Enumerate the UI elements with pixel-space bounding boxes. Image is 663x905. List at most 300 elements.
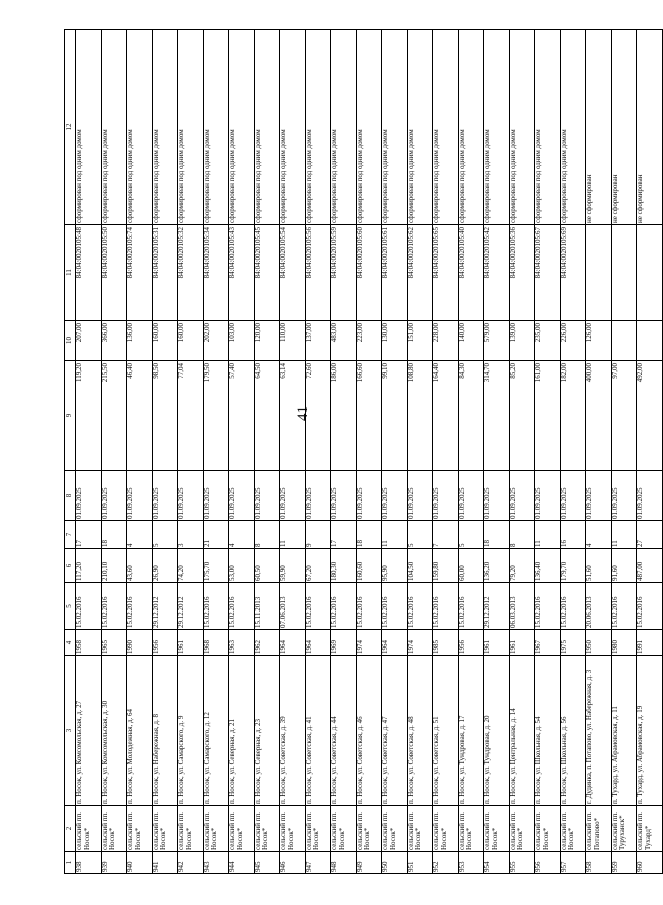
table-cell: сельский пп. Носок* bbox=[407, 806, 433, 852]
column-header: 12 bbox=[65, 30, 76, 225]
table-cell: 29.12.2012 bbox=[152, 583, 178, 630]
table-cell: 95,90 bbox=[382, 549, 408, 583]
table-cell: 01.09.2025 bbox=[560, 471, 586, 521]
table-cell: 15.11.2013 bbox=[254, 583, 280, 630]
table-cell: 85,20 bbox=[509, 361, 535, 471]
table-cell: сформирован под одним домом bbox=[407, 30, 433, 225]
table-cell: сельский пп. Потапово* bbox=[586, 806, 612, 852]
table-cell: п. Носок, ул. Северная, д. 23 bbox=[254, 656, 280, 806]
table-cell: 941 bbox=[152, 852, 178, 874]
table-cell: 1965 bbox=[101, 630, 127, 656]
table-cell: п. Носок, ул. Школьная, д. 54 bbox=[535, 656, 561, 806]
table-cell: 140,00 bbox=[458, 321, 484, 361]
table-row bbox=[280, 30, 306, 874]
table-cell: сельский пп. Носок* bbox=[458, 806, 484, 852]
table-cell: сельский пп. Носок* bbox=[229, 806, 255, 852]
table-cell: 43,60 bbox=[127, 549, 153, 583]
table-cell: 01.09.2025 bbox=[76, 471, 102, 521]
table-cell: 91,60 bbox=[611, 549, 637, 583]
table-cell: г. Дудинка, п. Потапово, ул. Набережная, д. 3 bbox=[586, 656, 612, 806]
table-cell: 84:04:0020105:62 bbox=[407, 225, 433, 321]
table-cell: 1963 bbox=[229, 630, 255, 656]
table-cell: не сформирован bbox=[637, 30, 663, 225]
table-cell: 130,00 bbox=[382, 321, 408, 361]
table-cell: 01.09.2025 bbox=[127, 471, 153, 521]
table-cell: 8 bbox=[254, 521, 280, 549]
table-cell: 136,20 bbox=[484, 549, 510, 583]
table-cell: 223,00 bbox=[356, 321, 382, 361]
table-cell: 15.02.2016 bbox=[382, 583, 408, 630]
table-cell: 953 bbox=[458, 852, 484, 874]
table-cell: 210,10 bbox=[101, 549, 127, 583]
table-cell: 314,70 bbox=[484, 361, 510, 471]
table-cell: 60,50 bbox=[254, 549, 280, 583]
table-cell: п. Носок, ул. Самарского, д. 9 bbox=[178, 656, 204, 806]
table-cell: 15.02.2016 bbox=[229, 583, 255, 630]
table-cell: 15.02.2016 bbox=[203, 583, 229, 630]
table-cell: 104,50 bbox=[407, 549, 433, 583]
table-cell: 15.02.2016 bbox=[560, 583, 586, 630]
table-cell: 179,70 bbox=[560, 549, 586, 583]
table-cell: 944 bbox=[229, 852, 255, 874]
table-cell: 27 bbox=[637, 521, 663, 549]
housing-table bbox=[64, 29, 663, 874]
table-cell: 84:04:0020105:36 bbox=[509, 225, 535, 321]
table-cell: сельский пп. Носок* bbox=[254, 806, 280, 852]
table-cell: п. Носок, ул. Комсомольская, д. 27 bbox=[76, 656, 102, 806]
table-cell: 1974 bbox=[356, 630, 382, 656]
table-cell: 151,00 bbox=[407, 321, 433, 361]
table-cell: 1961 bbox=[484, 630, 510, 656]
table-cell: 136,40 bbox=[535, 549, 561, 583]
table-cell: 5 bbox=[458, 521, 484, 549]
table-cell: 99,10 bbox=[382, 361, 408, 471]
table-cell: 943 bbox=[203, 852, 229, 874]
table-row bbox=[458, 30, 484, 874]
table-cell: сельский пп. Носок* bbox=[76, 806, 102, 852]
table-cell: сельский пп. Туруханск* bbox=[611, 806, 637, 852]
table-cell: 51,60 bbox=[586, 549, 612, 583]
table-row bbox=[637, 30, 663, 874]
column-header: 1 bbox=[65, 852, 76, 874]
table-cell: 01.09.2025 bbox=[152, 471, 178, 521]
table-cell: 72,60 bbox=[305, 361, 331, 471]
table-cell: 957 bbox=[560, 852, 586, 874]
table-cell: сельский пп. Носок* bbox=[331, 806, 357, 852]
table-cell: 17 bbox=[331, 521, 357, 549]
table-cell: 15.02.2016 bbox=[76, 583, 102, 630]
table-cell: 946 bbox=[280, 852, 306, 874]
column-header: 2 bbox=[65, 806, 76, 852]
table-cell: 84:04:0020105:48 bbox=[76, 225, 102, 321]
table-cell: 11 bbox=[535, 521, 561, 549]
table-cell: сформирован под одним домом bbox=[509, 30, 535, 225]
table-cell: 136,00 bbox=[127, 321, 153, 361]
table-row bbox=[305, 30, 331, 874]
table-cell: 01.09.2025 bbox=[637, 471, 663, 521]
table-row bbox=[331, 30, 357, 874]
table-row bbox=[560, 30, 586, 874]
table-cell: сформирован под одним домом bbox=[203, 30, 229, 225]
table-cell: 1964 bbox=[382, 630, 408, 656]
table-cell: сформирован под одним домом bbox=[535, 30, 561, 225]
table-cell: 79,20 bbox=[509, 549, 535, 583]
table-cell: 74,20 bbox=[178, 549, 204, 583]
table-cell: 67,20 bbox=[305, 549, 331, 583]
table-cell: 955 bbox=[509, 852, 535, 874]
table-cell: 01.09.2025 bbox=[203, 471, 229, 521]
table-cell: 175,70 bbox=[203, 549, 229, 583]
table-cell: сформирован под одним домом bbox=[254, 30, 280, 225]
table-cell bbox=[611, 321, 637, 361]
table-cell: 11 bbox=[611, 521, 637, 549]
table-cell: 1974 bbox=[407, 630, 433, 656]
table-cell: 492,00 bbox=[637, 361, 663, 471]
table-cell: 84:04:0020105:40 bbox=[458, 225, 484, 321]
table-cell: 1956 bbox=[152, 630, 178, 656]
table-cell: 01.09.2025 bbox=[229, 471, 255, 521]
table-cell: 20.06.2013 bbox=[586, 583, 612, 630]
table-cell: 16 bbox=[560, 521, 586, 549]
table-cell: 1968 bbox=[203, 630, 229, 656]
table-row bbox=[611, 30, 637, 874]
table-cell: 1956 bbox=[458, 630, 484, 656]
table-cell: 84:04:0020105:65 bbox=[433, 225, 459, 321]
table-cell: 956 bbox=[535, 852, 561, 874]
table-cell: 951 bbox=[407, 852, 433, 874]
table-cell: п. Носок, ул. Советская, д. 39 bbox=[280, 656, 306, 806]
table-cell: сельский пп. Носок* bbox=[433, 806, 459, 852]
table-cell: 57,40 bbox=[229, 361, 255, 471]
table-cell: сформирован под одним домом bbox=[101, 30, 127, 225]
table-cell: 84:04:0020105:61 bbox=[382, 225, 408, 321]
table-cell: 947 bbox=[305, 852, 331, 874]
table-row bbox=[586, 30, 612, 874]
table-cell: 958 bbox=[586, 852, 612, 874]
table-cell: 161,00 bbox=[535, 361, 561, 471]
table-cell: 940 bbox=[127, 852, 153, 874]
table-cell: 60,00 bbox=[458, 549, 484, 583]
table-cell: сельский пп. Носок* bbox=[280, 806, 306, 852]
table-row bbox=[254, 30, 280, 874]
table-cell: 15.02.2016 bbox=[305, 583, 331, 630]
table-cell: 1961 bbox=[509, 630, 535, 656]
table-row bbox=[535, 30, 561, 874]
table-cell: 950 bbox=[382, 852, 408, 874]
table-cell: 1985 bbox=[433, 630, 459, 656]
table-cell: сельский пп. Носок* bbox=[127, 806, 153, 852]
table-cell: 17 bbox=[76, 521, 102, 549]
table-cell: 84:04:0020105:54 bbox=[280, 225, 306, 321]
table-cell: 1964 bbox=[305, 630, 331, 656]
table-cell: 84:04:0020105:67 bbox=[535, 225, 561, 321]
table-cell: 18 bbox=[356, 521, 382, 549]
table-cell: 01.09.2025 bbox=[433, 471, 459, 521]
table-cell: сформирован под одним домом bbox=[127, 30, 153, 225]
table-cell: 11 bbox=[382, 521, 408, 549]
table-cell: 8 bbox=[509, 521, 535, 549]
table-cell: 84,30 bbox=[458, 361, 484, 471]
table-cell: 959 bbox=[611, 852, 637, 874]
table-cell: 7 bbox=[433, 521, 459, 549]
table-cell: сельский пп. Носок* bbox=[203, 806, 229, 852]
table-cell: 18 bbox=[484, 521, 510, 549]
table-row bbox=[101, 30, 127, 874]
column-header: 8 bbox=[65, 471, 76, 521]
table-cell bbox=[586, 225, 612, 321]
table-cell: п. Носок, ул. Школьная, д. 56 bbox=[560, 656, 586, 806]
table-cell: 235,00 bbox=[535, 321, 561, 361]
table-cell: 579,00 bbox=[484, 321, 510, 361]
table-cell: 226,00 bbox=[560, 321, 586, 361]
table-cell: сформирован под одним домом bbox=[76, 30, 102, 225]
column-header: 11 bbox=[65, 225, 76, 321]
table-cell: 5 bbox=[152, 521, 178, 549]
table-cell: п. Носок, ул. Советская, д. 41 bbox=[305, 656, 331, 806]
table-cell: 15.02.2016 bbox=[637, 583, 663, 630]
table-cell: 1975 bbox=[560, 630, 586, 656]
table-cell: п. Носок, ул. Тундровая, д. 17 bbox=[458, 656, 484, 806]
table-cell: 949 bbox=[356, 852, 382, 874]
table-row bbox=[127, 30, 153, 874]
table-cell: 9 bbox=[305, 521, 331, 549]
table-cell: 46,40 bbox=[127, 361, 153, 471]
table-cell: 29.12.2012 bbox=[484, 583, 510, 630]
table-cell: сельский пп. Носок* bbox=[152, 806, 178, 852]
table-cell: 98,50 bbox=[152, 361, 178, 471]
table-cell: п. Тухард, ул. Абрамовская, д. 11 bbox=[611, 656, 637, 806]
table-cell: 15.02.2016 bbox=[433, 583, 459, 630]
table-cell: 15.02.2016 bbox=[611, 583, 637, 630]
table-cell: 945 bbox=[254, 852, 280, 874]
table-cell: сформирован под одним домом bbox=[458, 30, 484, 225]
table-cell: п. Носок, ул. Советская, д. 47 bbox=[382, 656, 408, 806]
table-cell: 1969 bbox=[331, 630, 357, 656]
table-cell: п. Носок, ул. Молодежная, д. 64 bbox=[127, 656, 153, 806]
table-cell: 186,00 bbox=[331, 361, 357, 471]
table-cell bbox=[611, 225, 637, 321]
table-cell: 64,50 bbox=[254, 361, 280, 471]
table-cell: 119,20 bbox=[76, 361, 102, 471]
table-cell: 15.02.2016 bbox=[127, 583, 153, 630]
table-cell: 84:04:0020105:32 bbox=[178, 225, 204, 321]
table-cell: 21 bbox=[203, 521, 229, 549]
table-cell: 84:04:0020105:42 bbox=[484, 225, 510, 321]
table-cell: 26,90 bbox=[152, 549, 178, 583]
table-cell: 1950 bbox=[586, 630, 612, 656]
table-cell: сформирован под одним домом bbox=[152, 30, 178, 225]
table-cell: 84:04:0020105:31 bbox=[152, 225, 178, 321]
table-row bbox=[229, 30, 255, 874]
table-cell: 215,50 bbox=[101, 361, 127, 471]
table-body bbox=[65, 30, 663, 874]
table-cell: 1991 bbox=[637, 630, 663, 656]
table-cell: 11 bbox=[280, 521, 306, 549]
table-cell: 84:04:0020105:34 bbox=[203, 225, 229, 321]
table-cell: 77,04 bbox=[178, 361, 204, 471]
table-cell: сельский пп. Носок* bbox=[101, 806, 127, 852]
table-cell: 01.09.2025 bbox=[280, 471, 306, 521]
table-row bbox=[203, 30, 229, 874]
table-cell: 164,40 bbox=[433, 361, 459, 471]
table-cell: 159,80 bbox=[433, 549, 459, 583]
table-cell: 207,00 bbox=[76, 321, 102, 361]
table-cell: сформирован под одним домом bbox=[382, 30, 408, 225]
table-cell: 01.09.2025 bbox=[382, 471, 408, 521]
table-cell: 1961 bbox=[178, 630, 204, 656]
table-cell: 483,00 bbox=[331, 321, 357, 361]
table-cell: 954 bbox=[484, 852, 510, 874]
table-cell: 59,90 bbox=[280, 549, 306, 583]
table-cell: 53,00 bbox=[229, 549, 255, 583]
table-cell: не сформирован bbox=[586, 30, 612, 225]
table-cell: 4 bbox=[229, 521, 255, 549]
table-cell: 07.06.2013 bbox=[280, 583, 306, 630]
table-cell: 84:04:0020105:60 bbox=[356, 225, 382, 321]
table-cell: 15.02.2016 bbox=[407, 583, 433, 630]
table-cell: 63,14 bbox=[280, 361, 306, 471]
table-cell: 1967 bbox=[535, 630, 561, 656]
table-cell: 15.02.2016 bbox=[458, 583, 484, 630]
table-cell: 182,00 bbox=[560, 361, 586, 471]
table-cell: 15.02.2016 bbox=[535, 583, 561, 630]
table-row bbox=[76, 30, 102, 874]
table-cell: 1962 bbox=[254, 630, 280, 656]
table-cell: 938 bbox=[76, 852, 102, 874]
table-cell: 139,00 bbox=[509, 321, 535, 361]
table-cell: сформирован под одним домом bbox=[484, 30, 510, 225]
table-cell: 1980 bbox=[611, 630, 637, 656]
table-cell: 179,50 bbox=[203, 361, 229, 471]
table-cell: 228,00 bbox=[433, 321, 459, 361]
table-cell: п. Носок, ул. Самарского, д. 12 bbox=[203, 656, 229, 806]
table-cell: 180,30 bbox=[331, 549, 357, 583]
column-header: 5 bbox=[65, 583, 76, 630]
table-cell: 84:04:0020105:69 bbox=[560, 225, 586, 321]
table-cell: 1964 bbox=[280, 630, 306, 656]
table-row bbox=[509, 30, 535, 874]
table-cell: 948 bbox=[331, 852, 357, 874]
table-cell: сформирован под одним домом bbox=[280, 30, 306, 225]
table-cell: 01.09.2025 bbox=[611, 471, 637, 521]
table-cell: 84:04:0020105:50 bbox=[101, 225, 127, 321]
table-cell: 3 bbox=[178, 521, 204, 549]
table-cell: 84:04:0020105:45 bbox=[254, 225, 280, 321]
table-cell: п. Носок, ул. Набережная, д. 8 bbox=[152, 656, 178, 806]
table-cell: 01.09.2025 bbox=[407, 471, 433, 521]
table-cell: 108,80 bbox=[407, 361, 433, 471]
table-cell: не сформирован bbox=[611, 30, 637, 225]
table-cell: 15.02.2016 bbox=[331, 583, 357, 630]
table-row bbox=[356, 30, 382, 874]
table-cell: сформирован под одним домом bbox=[229, 30, 255, 225]
table-cell: 84:04:0020105:43 bbox=[229, 225, 255, 321]
table-cell: 01.09.2025 bbox=[101, 471, 127, 521]
table-cell: сельский пп. Носок* bbox=[178, 806, 204, 852]
table-cell: сельский пп. Носок* bbox=[535, 806, 561, 852]
rotated-table-container bbox=[64, 30, 652, 874]
table-row bbox=[178, 30, 204, 874]
table-cell: п. Носок, ул. Тундровая, д. 20 bbox=[484, 656, 510, 806]
table-cell: 15.02.2016 bbox=[356, 583, 382, 630]
column-header: 3 bbox=[65, 656, 76, 806]
table-cell: 15.02.2016 bbox=[101, 583, 127, 630]
page-number: 41 bbox=[295, 406, 311, 421]
column-header: 9 bbox=[65, 361, 76, 471]
table-cell: 01.09.2025 bbox=[458, 471, 484, 521]
table-cell: 01.09.2025 bbox=[178, 471, 204, 521]
table-cell: п. Носок, ул. Советская, д. 46 bbox=[356, 656, 382, 806]
table-cell: сформирован под одним домом bbox=[305, 30, 331, 225]
column-header: 10 bbox=[65, 321, 76, 361]
table-row bbox=[484, 30, 510, 874]
table-cell bbox=[637, 225, 663, 321]
table-cell: 137,00 bbox=[305, 321, 331, 361]
table-cell: 01.09.2025 bbox=[254, 471, 280, 521]
table-cell: 103,00 bbox=[229, 321, 255, 361]
table-cell: 952 bbox=[433, 852, 459, 874]
table-cell: сельский пп. Носок* bbox=[484, 806, 510, 852]
table-cell: 110,00 bbox=[280, 321, 306, 361]
table-cell: сформирован под одним домом bbox=[331, 30, 357, 225]
table-cell: 97,00 bbox=[611, 361, 637, 471]
table-cell: 01.09.2025 bbox=[535, 471, 561, 521]
table-cell: 960 bbox=[637, 852, 663, 874]
table-cell: сельский пп. Носок* bbox=[560, 806, 586, 852]
table-cell: 84:04:0020105:74 bbox=[127, 225, 153, 321]
table-cell: 06.03.2013 bbox=[509, 583, 535, 630]
column-header: 4 bbox=[65, 630, 76, 656]
table-cell: 29.12.2012 bbox=[178, 583, 204, 630]
table-cell: сельский пп. Носок* bbox=[509, 806, 535, 852]
table-row bbox=[433, 30, 459, 874]
table-cell: 939 bbox=[101, 852, 127, 874]
table-cell: 4 bbox=[127, 521, 153, 549]
table-cell: 01.09.2025 bbox=[586, 471, 612, 521]
table-cell: 5 bbox=[407, 521, 433, 549]
table-cell: 18 bbox=[101, 521, 127, 549]
table-cell: п. Носок, ул. Северная, д. 21 bbox=[229, 656, 255, 806]
table-cell: 160,60 bbox=[356, 549, 382, 583]
table-cell: 202,00 bbox=[203, 321, 229, 361]
table-cell: 166,60 bbox=[356, 361, 382, 471]
table-cell: сформирован под одним домом bbox=[560, 30, 586, 225]
table-cell: 942 bbox=[178, 852, 204, 874]
table-cell: 01.09.2025 bbox=[331, 471, 357, 521]
table-cell: 01.09.2025 bbox=[356, 471, 382, 521]
table-cell: 160,00 bbox=[178, 321, 204, 361]
table-cell: 160,00 bbox=[152, 321, 178, 361]
table-cell: 366,00 bbox=[101, 321, 127, 361]
table-cell: п. Носок, ул. Комсомольская, д. 30 bbox=[101, 656, 127, 806]
table-cell: сельский пп. Носок* bbox=[305, 806, 331, 852]
table-cell: п. Тухард, ул. Абрамовская, д. 19 bbox=[637, 656, 663, 806]
table-cell: 1958 bbox=[76, 630, 102, 656]
table-cell: 01.09.2025 bbox=[305, 471, 331, 521]
header-row bbox=[65, 30, 76, 874]
table-cell: сформирован под одним домом bbox=[433, 30, 459, 225]
table-cell: 117,20 bbox=[76, 549, 102, 583]
table-cell: 126,00 bbox=[586, 321, 612, 361]
column-header: 6 bbox=[65, 549, 76, 583]
column-header: 7 bbox=[65, 521, 76, 549]
table-cell: 487,00 bbox=[637, 549, 663, 583]
table-cell: 1990 bbox=[127, 630, 153, 656]
table-cell: 01.09.2025 bbox=[484, 471, 510, 521]
table-cell: п. Носок, ул. Центральная, д. 14 bbox=[509, 656, 535, 806]
table-row bbox=[152, 30, 178, 874]
table-cell: сельский пп. Тухард* bbox=[637, 806, 663, 852]
